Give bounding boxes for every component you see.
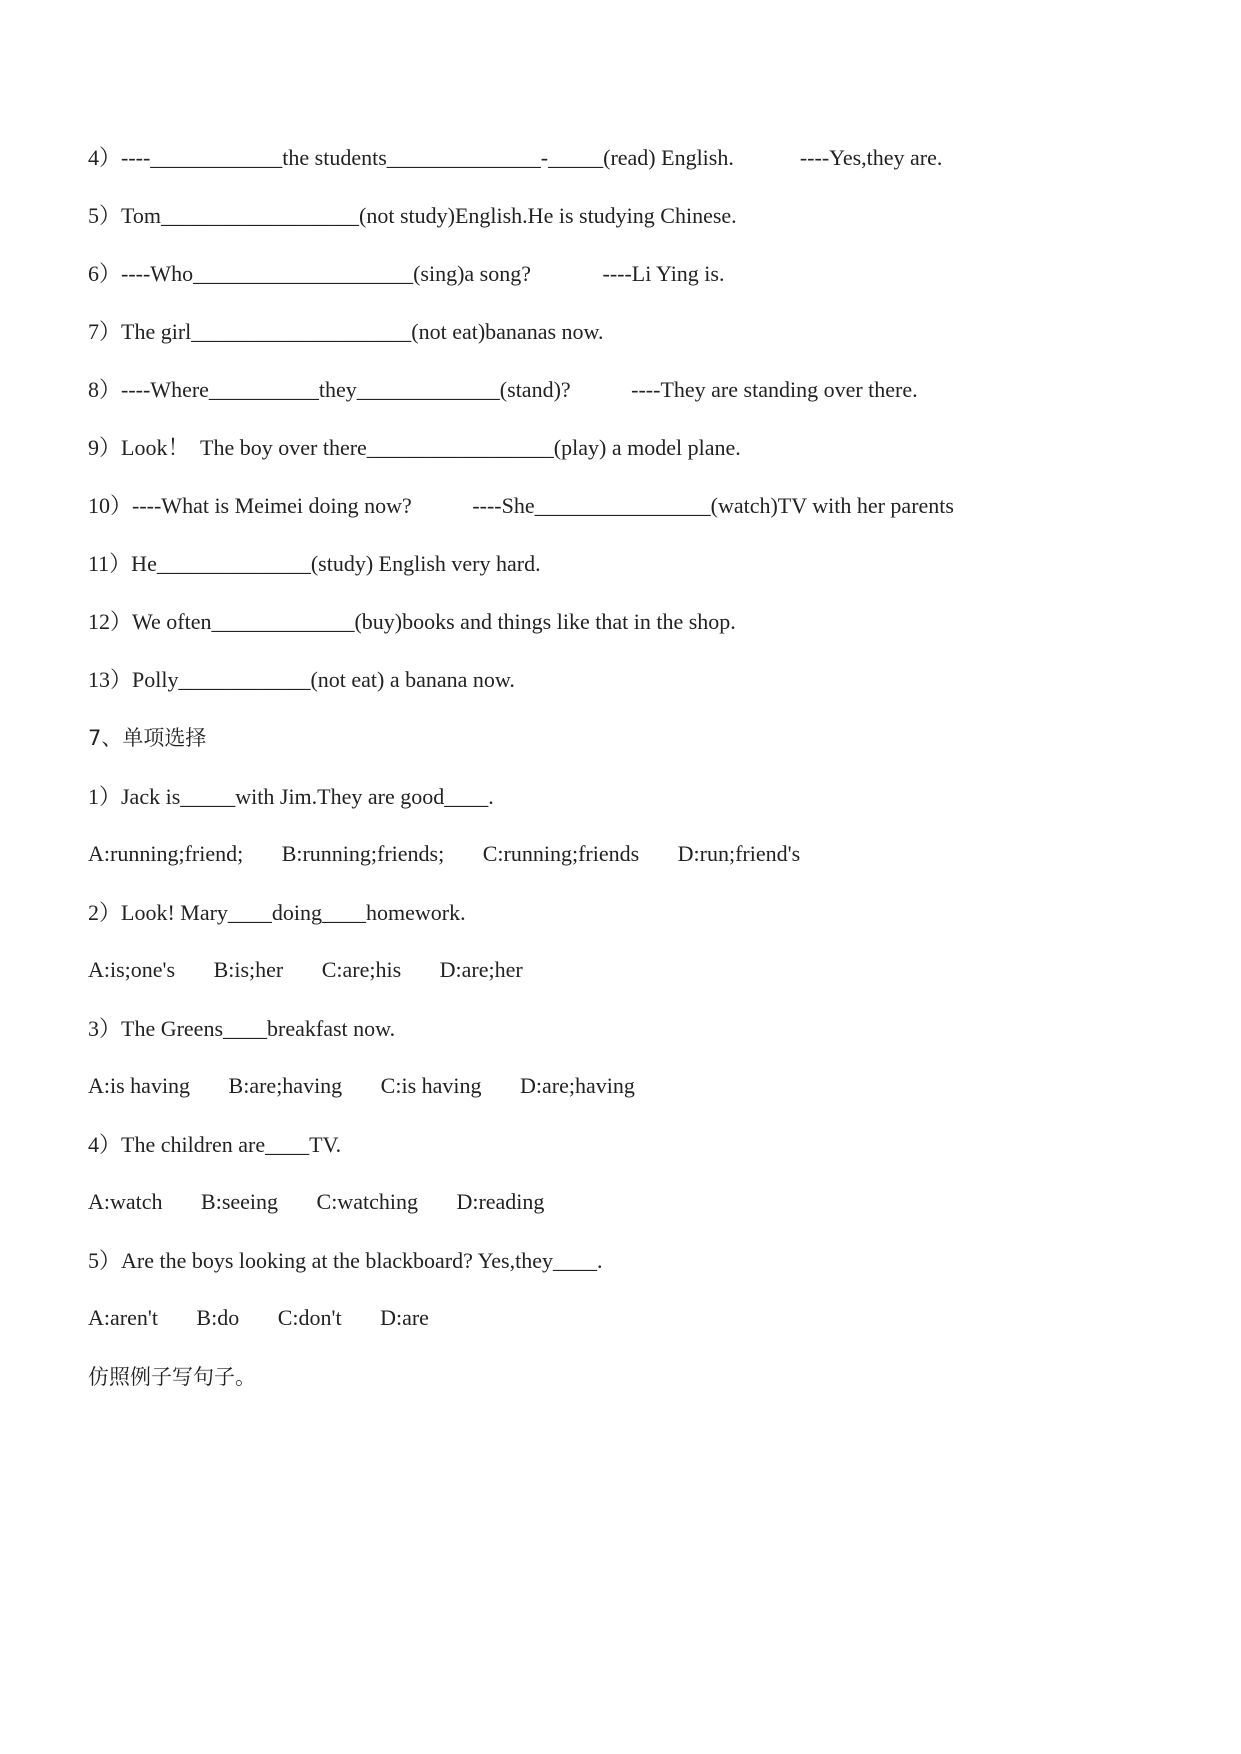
fill-question-4: 4）----____________the students______________-_____(read) English. ----Yes,they are. (88, 145, 943, 170)
choice-options-3: A:is having B:are;having C:is having D:are;having (88, 1073, 635, 1098)
fill-question-8: 8）----Where__________they_____________(stand)? ----They are standing over there. (88, 377, 918, 402)
fill-question-5: 5）Tom__________________(not study)English.He is studying Chinese. (88, 203, 737, 228)
choice-question-1: 1）Jack is_____with Jim.They are good____. (88, 784, 494, 809)
fill-question-10: 10）----What is Meimei doing now? ----She________________(watch)TV with her parents (88, 493, 954, 518)
choice-question-5: 5）Are the boys looking at the blackboard? Yes,they____. (88, 1248, 603, 1273)
choice-options-2: A:is;one's B:is;her C:are;his D:are;her (88, 957, 523, 982)
fill-question-9: 9）Look！ The boy over there_________________(play) a model plane. (88, 435, 741, 460)
choice-question-3: 3）The Greens____breakfast now. (88, 1016, 396, 1041)
choice-question-4: 4）The children are____TV. (88, 1132, 342, 1157)
choice-options-1: A:running;friend; B:running;friends; C:running;friends D:run;friend's (88, 841, 801, 866)
closing-instruction: 仿照例子写句子。 (88, 1365, 256, 1389)
fill-question-6: 6）----Who____________________(sing)a song? ----Li Ying is. (88, 261, 725, 286)
fill-question-11: 11）He______________(study) English very hard. (88, 551, 541, 576)
fill-question-13: 13）Polly____________(not eat) a banana now. (88, 667, 515, 692)
choice-options-5: A:aren't B:do C:don't D:are (88, 1305, 429, 1330)
section-7-heading: 7、单项选择 (88, 726, 207, 750)
choice-question-2: 2）Look! Mary____doing____homework. (88, 900, 466, 925)
fill-question-7: 7）The girl____________________(not eat)bananas now. (88, 319, 604, 344)
choice-options-4: A:watch B:seeing C:watching D:reading (88, 1189, 545, 1214)
fill-question-12: 12）We often_____________(buy)books and things like that in the shop. (88, 609, 736, 634)
